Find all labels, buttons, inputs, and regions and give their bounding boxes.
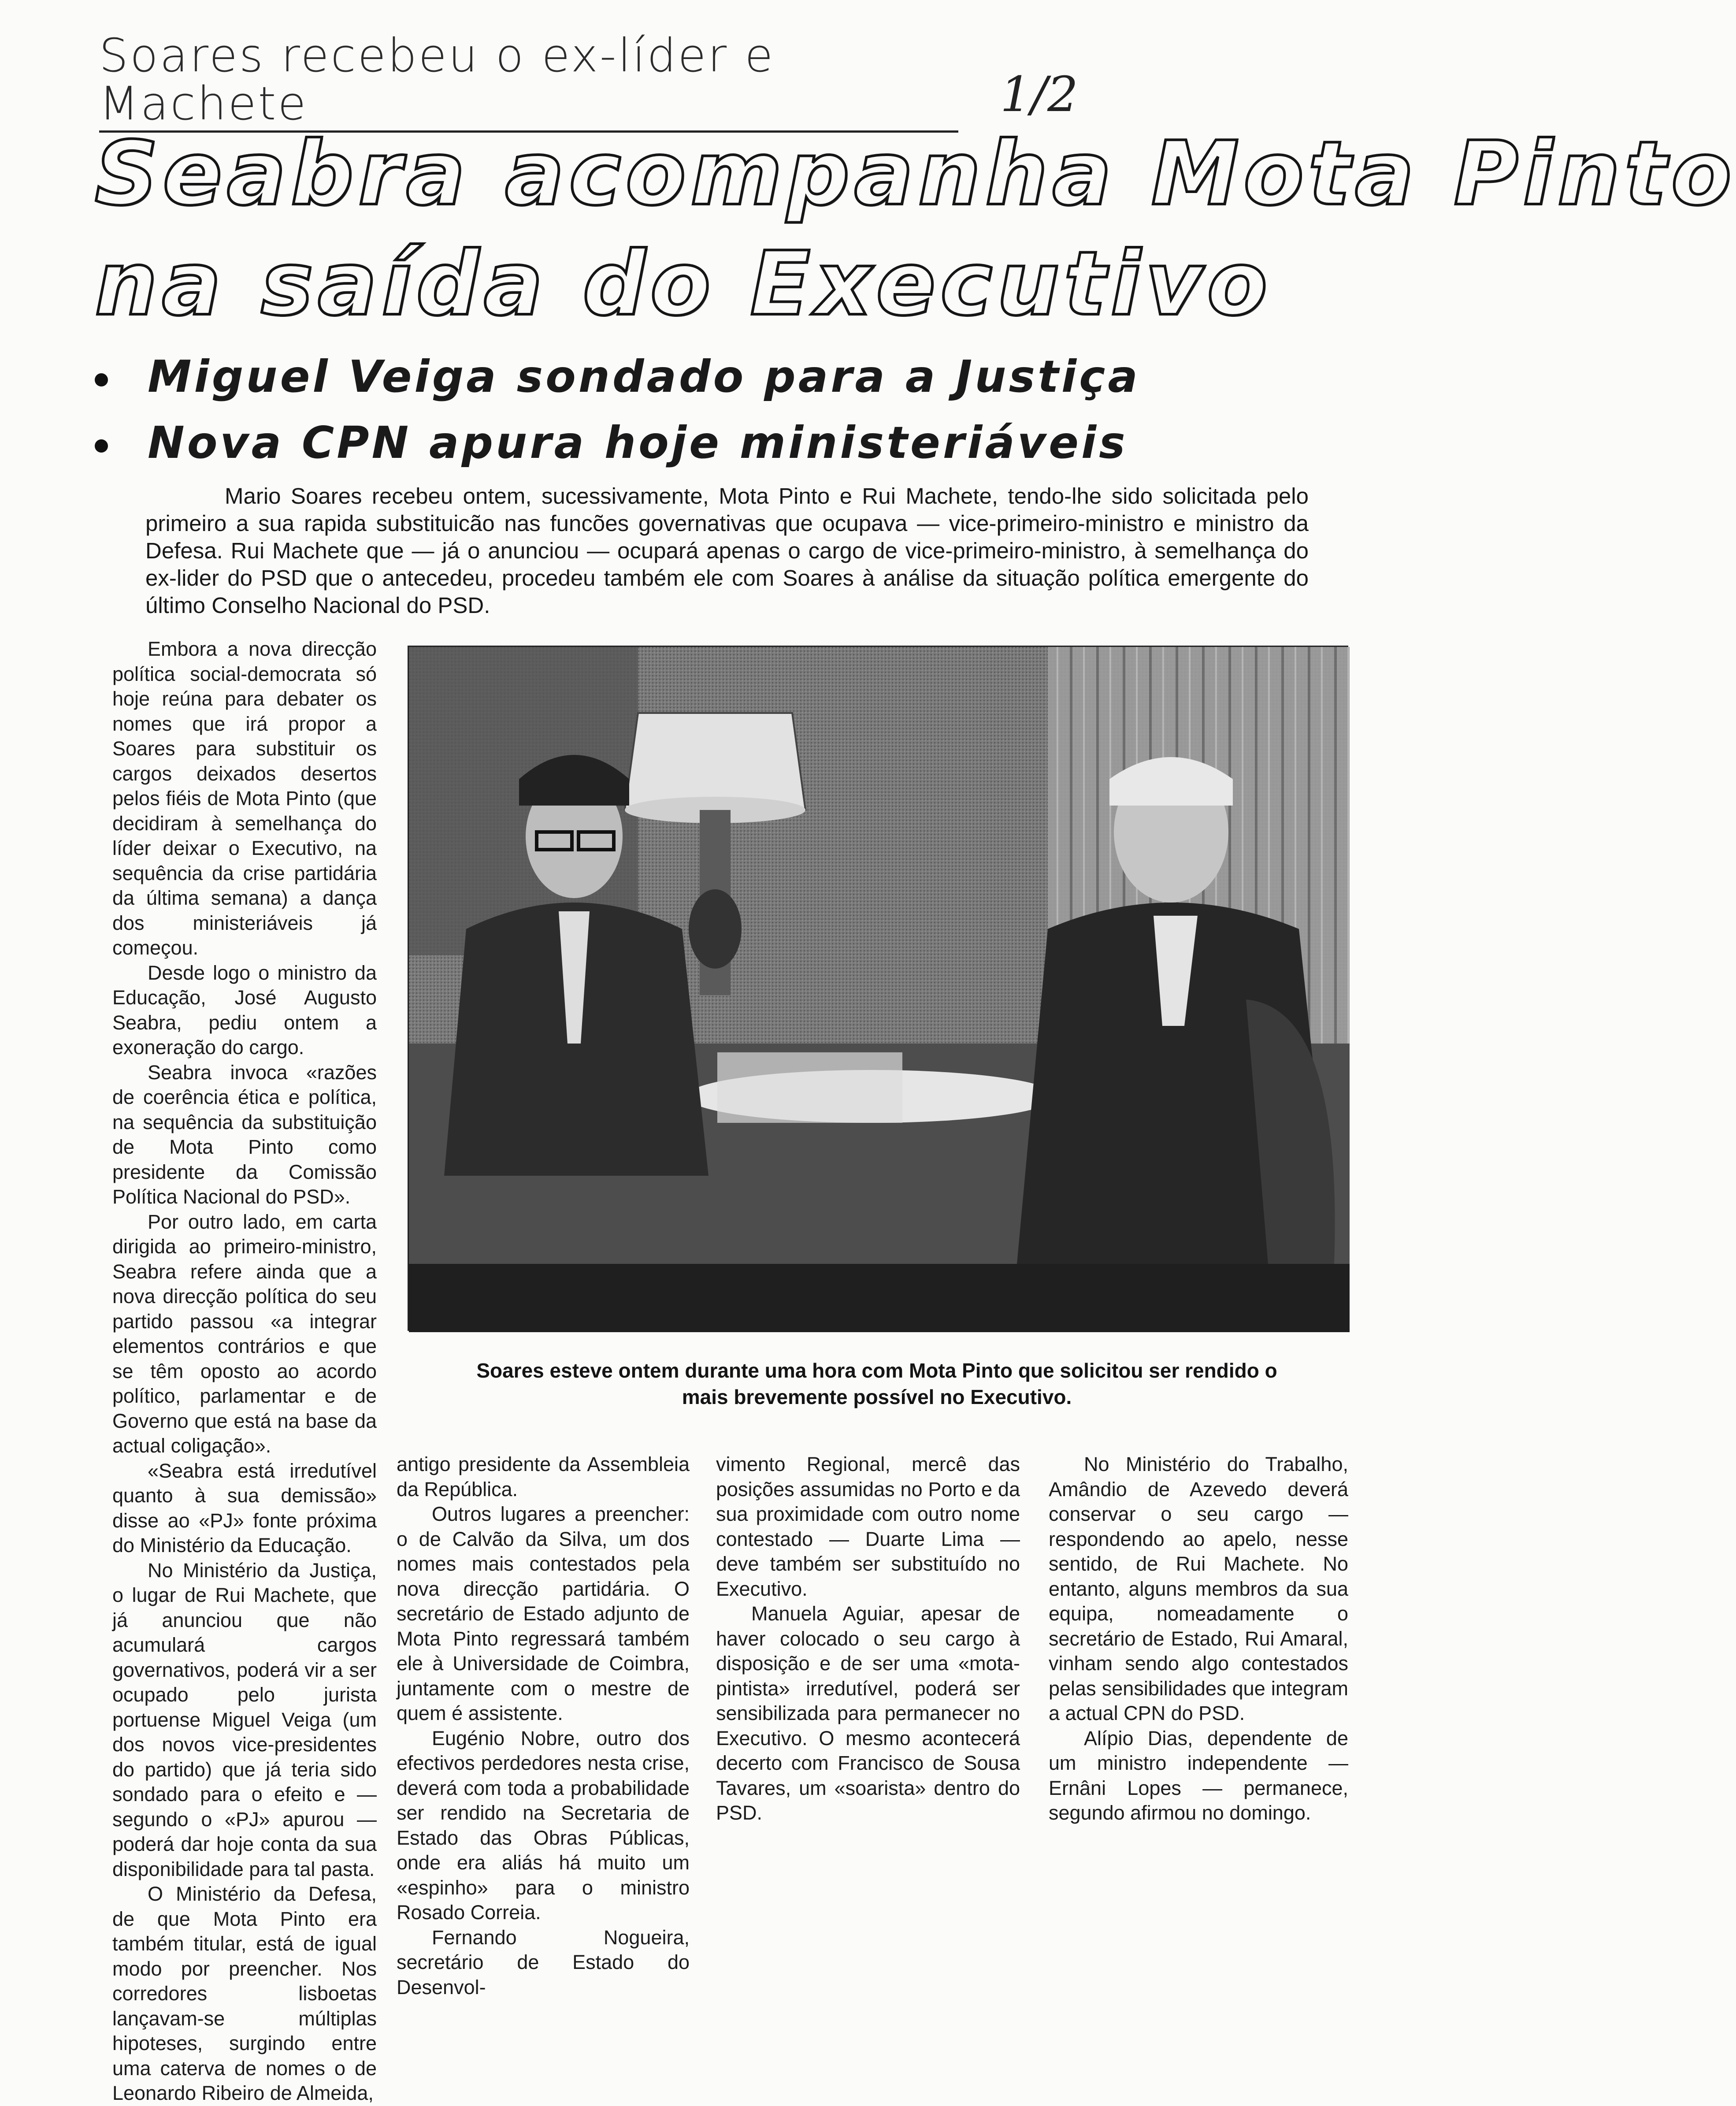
paragraph: Embora a nova direcção política social-democrata só hoje reúna para debater os nomes que irá propor a Soares para substituir os cargos deixados desertos pelos fiéis de Mota Pinto (que decidiram à semelhança do líder deixar o Executivo, na sequência da crise partidária da última semana) a dança dos ministeriáveis já começou. — [112, 638, 377, 959]
article-column-4 — [1049, 1452, 1348, 1826]
paragraph: Seabra invoca «razões de coerência ética e política, na sequência da substituição de Mota Pinto como presidente da Comissão Política Nacional do PSD». — [112, 1061, 377, 1208]
article-column-3 — [716, 1452, 1020, 1826]
paragraph: O Ministério da Defesa, de que Mota Pinto era também titular, está de igual modo por preencher. Nos corredores lisboetas lançavam-se múltiplas hipoteses, surgindo entre uma caterva de nomes o de Leonardo Ribeiro de Almeida, — [112, 1883, 377, 2104]
bullet-text: Nova CPN apura hoje ministeriáveis — [148, 417, 1128, 468]
paragraph: antigo presidente da Assembleia da República. — [397, 1453, 690, 1501]
lead-paragraph: Mario Soares recebeu ontem, sucessivamente, Mota Pinto e Rui Machete, tendo-lhe sido solicitada pelo primeiro a sua rapida substituicão nas funcões governativas que ocupava — vice-primeiro-ministro e ministro da Defesa. Rui Machete que — já o anunciou — ocupará apenas o cargo de vice-primeiro-ministro, à semelhança do ex-lider do PSD que o antecedeu, procedeu também ele com Soares à análise da situação política emergente do último Conselho Nacional do PSD. — [145, 483, 1309, 618]
bullet-item — [95, 410, 1372, 476]
bullet-text: Miguel Veiga sondado para a Justiça — [148, 351, 1140, 402]
paragraph: Outros lugares a preencher: o de Calvão da Silva, um dos nomes mais contestados pela nova direcção partidária. O secretário de Estado adjunto de Mota Pinto regressará também ele à Universidade de Coimbra, juntamente com o mestre de quem é assistente. — [397, 1503, 690, 1724]
subheadline-bullets — [95, 344, 1372, 476]
photo-illustration — [409, 647, 1350, 1332]
paragraph: Desde logo o ministro da Educação, José Augusto Seabra, pediu ontem a exoneração do cargo. — [112, 961, 377, 1059]
bullet-item — [95, 344, 1372, 410]
paragraph: Fernando Nogueira, secretário de Estado do Desenvol- — [397, 1926, 690, 1998]
paragraph: No Ministério da Justiça, o lugar de Rui Machete, que já anunciou que não acumulará cargos governativos, poderá vir a ser ocupado pelo jurista portuense Miguel Veiga (um dos novos vice-presidentes do partido) que já teria sido sondado para o efeito e — segundo o «PJ» apurou — poderá dar hoje conta da sua disponibilidade para tal pasta. — [112, 1559, 377, 1880]
kicker-headline: Soares recebeu o ex-líder e Machete — [99, 32, 958, 133]
handwritten-annotation: 1/2 — [1000, 66, 1079, 123]
paragraph: No Ministério do Trabalho, Amândio de Azevedo deverá conservar o seu cargo — respondendo ao apelo, nesse sentido, de Rui Machete. No entanto, alguns membros da sua equipa, nomeadamente o secretário de Estado, Rui Amaral, vinham sendo algo contestados pelas sensibilidades que integram a actual CPN do PSD. — [1049, 1453, 1348, 1724]
paragraph: «Seabra está irredutível quanto à sua demissão» disse ao «PJ» fonte próxima do Ministério da Educação. — [112, 1459, 377, 1556]
paragraph: Eugénio Nobre, outro dos efectivos perdedores nesta crise, deverá com toda a probabilidade ser rendido na Secretaria de Estado das Obras Públicas, onde era aliás há muito um «espinho» para o ministro Rosado Correia. — [397, 1727, 690, 1924]
paragraph: Manuela Aguiar, apesar de haver colocado o seu cargo à disposição e de ser uma «mota-pintista» irredutível, poderá ser sensibilizada para permanecer no Executivo. O mesmo acontecerá decerto com Francisco de Sousa Tavares, um «soarista» dentro do PSD. — [716, 1602, 1020, 1824]
bullet-dot-icon — [95, 373, 108, 386]
paragraph: Alípio Dias, dependente de um ministro independente — Ernâni Lopes — permanece, segundo afirmou no domingo. — [1049, 1727, 1348, 1824]
paragraph: Por outro lado, em carta dirigida ao primeiro-ministro, Seabra refere ainda que a nova direcção política do seu partido passou «a integrar elementos contrários e que se têm oposto ao acordo político, parlamentar e de Governo que está na base da actual coligação». — [112, 1210, 377, 1457]
headline-line-2: na saída do Executivo — [95, 233, 1272, 335]
paragraph: vimento Regional, mercê das posições assumidas no Porto e da sua proximidade com outro nome contestado — Duarte Lima — deve também ser substituído no Executivo. — [716, 1453, 1020, 1600]
bullet-dot-icon — [95, 439, 108, 453]
headline-line-1: Seabra acompanha Mota Pinto — [95, 123, 1736, 225]
main-headline — [95, 119, 1736, 339]
photo-caption: Soares esteve ontem durante uma hora com Mota Pinto que solicitou ser rendido o mais brevemente possível no Executivo. — [476, 1359, 1277, 1408]
news-photo — [408, 646, 1348, 1331]
article-column-1 — [112, 637, 377, 2106]
article-column-2 — [397, 1452, 690, 2000]
